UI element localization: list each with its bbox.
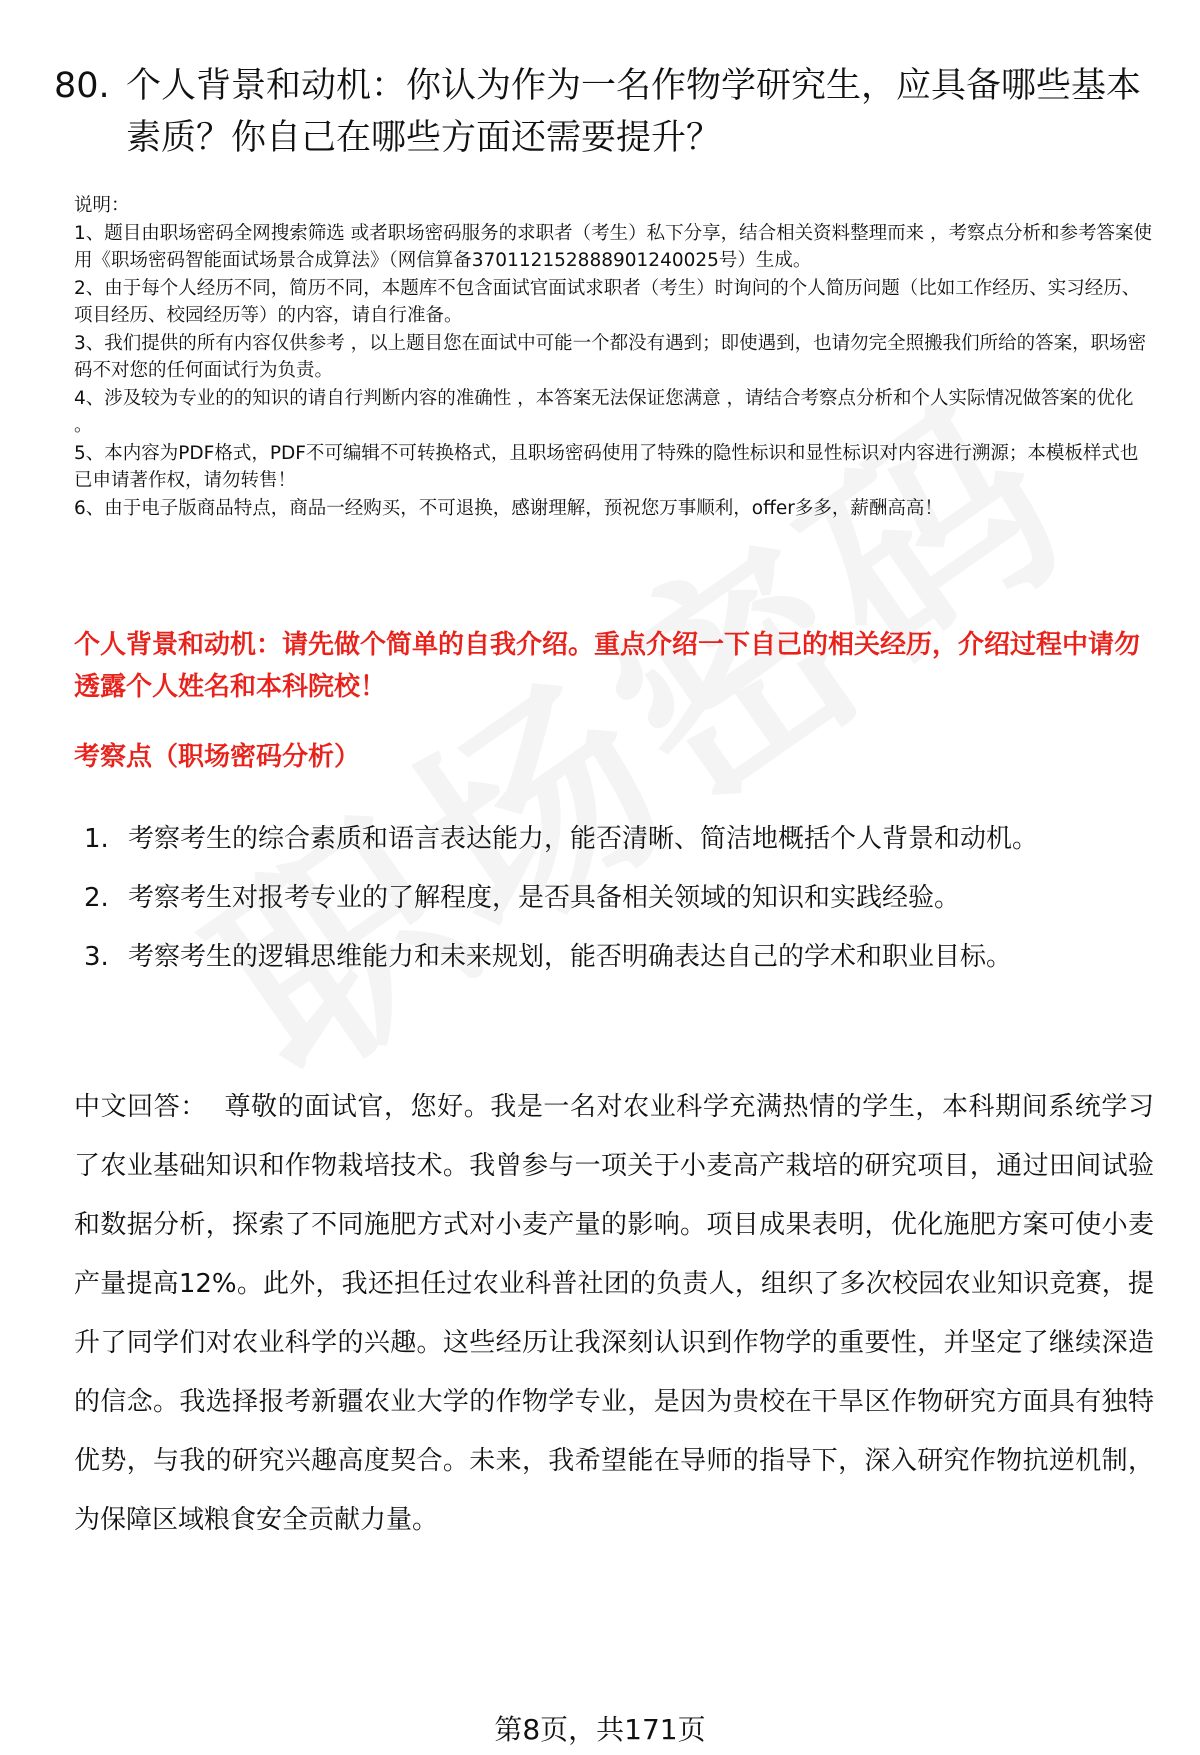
point-number: 1. (84, 824, 109, 854)
red-question: 个人背景和动机：请先做个简单的自我介绍。重点介绍一下自己的相关经历，介绍过程中请勿透露个人姓名和本科院校！ (74, 630, 1141, 702)
analysis-heading: 考察点（职场密码分析） (74, 742, 361, 772)
answer-paragraph (74, 1078, 1154, 1550)
question-number: 80. (54, 66, 110, 106)
analysis-point (84, 869, 1124, 928)
note-item: 6、由于电子版商品特点，商品一经购买，不可退换，感谢理解，预祝您万事顺利，offer多多，薪酬高高！ (74, 497, 943, 519)
analysis-point (84, 928, 1124, 987)
point-number: 2. (84, 883, 109, 913)
notes-heading: 说明： (74, 195, 130, 216)
analysis-point (84, 810, 1124, 869)
note-item: 5、本内容为PDF格式，PDF不可编辑不可转换格式，且职场密码使用了特殊的隐性标识和显性标识对内容进行溯源；本模板样式也已申请著作权，请勿转售！ (74, 442, 1139, 491)
page-footer: 第8页，共171页 (494, 1713, 706, 1746)
answer-label: 中文回答： (74, 1092, 207, 1122)
point-number: 3. (84, 942, 109, 972)
note-item: 4、涉及较为专业的的知识的请自行判断内容的准确性 ，本答案无法保证您满意 ，请结合考察点分析和个人实际情况做答案的优化 。 (74, 387, 1134, 436)
note-item: 1、题目由职场密码全网搜索筛选 或者职场密码服务的求职者（考生）私下分享，结合相关资料整理而来 ，考察点分析和参考答案使用《职场密码智能面试场景合成算法》（网信算备370112152888901240025号）生成。 (74, 222, 1153, 271)
question-text: 个人背景和动机：你认为作为一名作物学研究生，应具备哪些基本素质？你自己在哪些方面还需要提升？ (126, 66, 1142, 158)
question-title (54, 60, 1154, 164)
point-text: 考察考生对报考专业的了解程度，是否具备相关领域的知识和实践经验。 (128, 883, 961, 913)
analysis-points (84, 810, 1124, 987)
note-item: 3、我们提供的所有内容仅供参考 ，以上题目您在面试中可能一个都没有遇到；即使遇到，也请勿完全照搬我们所给的答案，职场密码不对您的任何面试行为负责。 (74, 332, 1147, 381)
point-text: 考察考生的综合素质和语言表达能力，能否清晰、简洁地概括个人背景和动机。 (128, 824, 1039, 854)
note-item: 2、由于每个人经历不同，简历不同，本题库不包含面试官面试求职者（考生）时询问的个人简历问题（比如工作经历、实习经历、项目经历、校园经历等）的内容，请自行准备。 (74, 277, 1141, 326)
answer-text: 尊敬的面试官，您好。我是一名对农业科学充满热情的学生，本科期间系统学习了农业基础知识和作物栽培技术。我曾参与一项关于小麦高产栽培的研究项目，通过田间试验和数据分析，探索了不同施肥方式对小麦产量的影响。项目成果表明，优化施肥方案可使小麦产量提高12%。此外，我还担任过农业科普社团的负责人，组织了多次校园农业知识竞赛，提升了同学们对农业科学的兴趣。这些经历让我深刻认识到作物学的重要性，并坚定了继续深造的信念。我选择报考新疆农业大学的作物学专业，是因为贵校在干旱区作物研究方面具有独特优势，与我的研究兴趣高度契合。未来，我希望能在导师的指导下，深入研究作物抗逆机制，为保障区域粮食安全贡献力量。 (74, 1092, 1154, 1535)
notes-section (74, 192, 1154, 522)
point-text: 考察考生的逻辑思维能力和未来规划，能否明确表达自己的学术和职业目标。 (128, 942, 1013, 972)
